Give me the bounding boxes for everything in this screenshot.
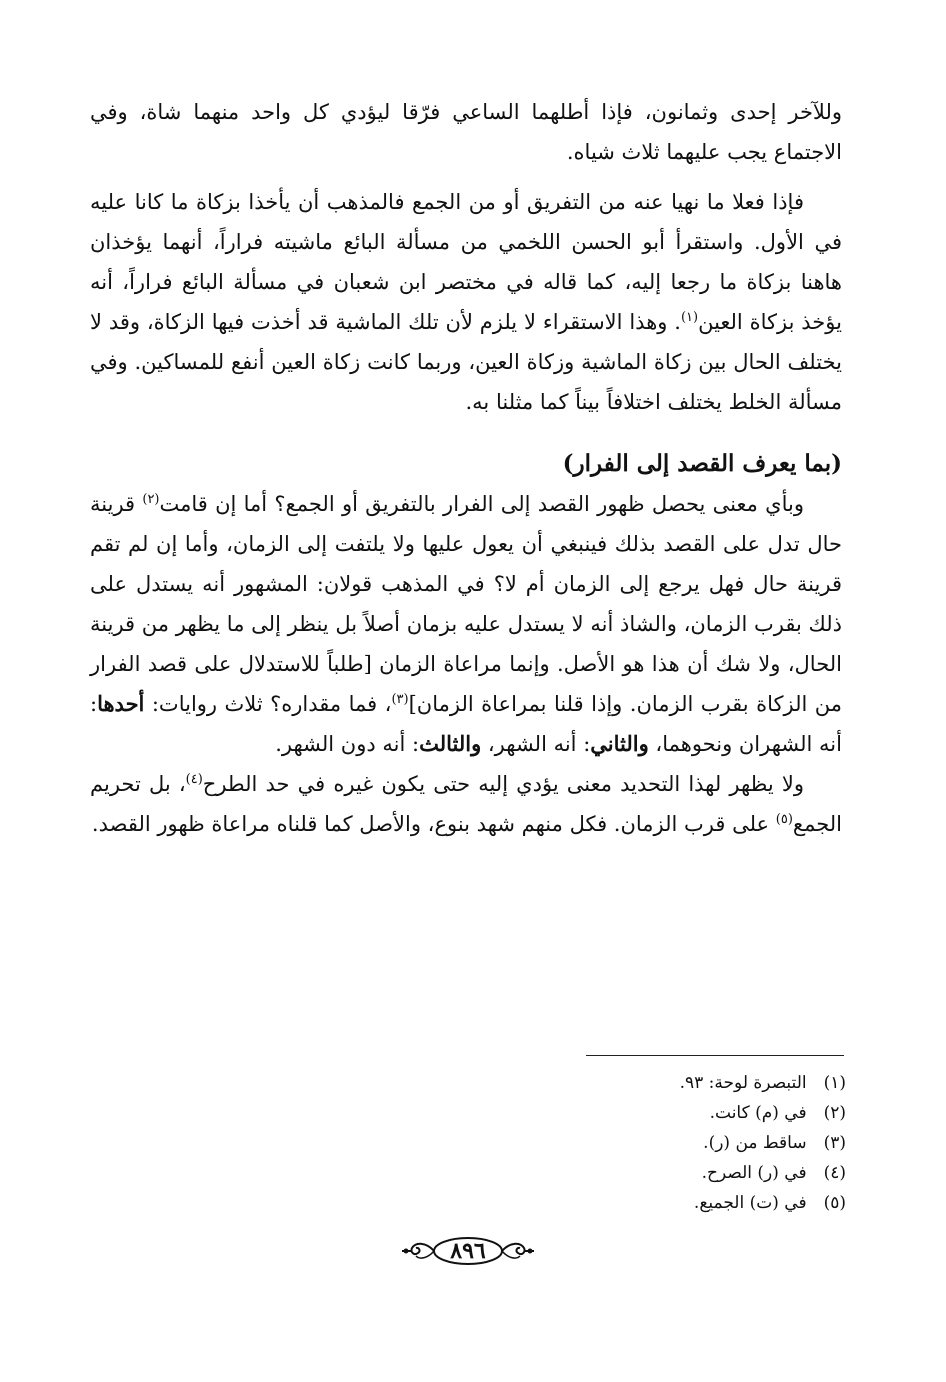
paragraph-2 <box>90 182 842 422</box>
paragraph-1-text: وللآخر إحدى وثمانون، فإذا أطلهما الساعي فرّقا ليؤدي كل واحد منهما شاة، وفي الاجتماع يجب عليهما ثلاث شياه. <box>90 100 842 164</box>
paragraph-4-text-b: ، بل تحريم الجمع <box>90 772 842 836</box>
paragraph-3-text-c: ، فما مقداره؟ ثلاث روايات: <box>144 692 392 716</box>
paragraph-3-bold-first: أحدها <box>97 691 145 716</box>
footnote-text: التبصرة لوحة: ٩٣. <box>679 1073 807 1093</box>
paragraph-3-bold-third: والثالث <box>419 731 482 756</box>
footnote-ref-2: (٢) <box>142 492 160 507</box>
footnote-text: ساقط من (ر). <box>703 1133 807 1153</box>
footnote-ref-4: (٤) <box>185 772 203 787</box>
paragraph-3-bold-second: والثاني <box>590 731 649 756</box>
footnote-text: في (ت) الجميع. <box>693 1193 807 1213</box>
footnote-ref-3: (٣) <box>391 692 409 707</box>
paragraph-3-text-a: وبأي معنى يحصل ظهور القصد إلى الفرار بالتفريق أو الجمع؟ أما إن قامت <box>159 492 804 516</box>
footnote-text: في (م) كانت. <box>709 1103 807 1123</box>
footnote-item <box>426 1068 846 1098</box>
footnote-divider <box>586 1055 844 1056</box>
footnote-number: (١) <box>823 1073 846 1093</box>
paragraph-3 <box>90 484 842 764</box>
page-number-ornament <box>398 1234 538 1268</box>
footnote-text: في (ر) الصرح. <box>701 1163 807 1183</box>
paragraph-3-text-b: قرينة حال تدل على القصد بذلك فينبغي أن يعول عليها ولا يلتفت إلى الزمان، وأما إن لم تقم قرينة حال فهل يرجع إلى الزمان أم لا؟ في المذهب قولان: المشهور أنه يستدل على ذلك بقرب الزمان، والشاذ أنه لا يستدل عليه بزمان أصلاً بل ينظر إلى ما يظهر من قرينة الحال، ولا شك أن هذا هو الأصل. وإنما مراعاة الزمان [طلباً للاستدلال على قصد الفرار من الزكاة بقرب الزمان. وإذا قلنا بمراعاة الزمان] <box>90 492 843 716</box>
footnote-item <box>426 1188 846 1218</box>
paragraph-2-text-a: فإذا فعلا ما نهيا عنه من التفريق أو من الجمع فالمذهب أن يأخذا بزكاة ما كانا عليه في الأول. واستقرأ أبو الحسن اللخمي من مسألة البائع ماشيته فراراً، أنهما يؤخذان هاهنا بزكاة ما رجعا إليه، كما قاله في مختصر ابن شعبان في مسألة البائع فراراً، أنه يؤخذ بزكاة العين <box>90 190 842 334</box>
paragraph-3-text-d: : أنه الشهران ونحوهما، <box>90 692 842 756</box>
paragraph-3-text-f: : أنه دون الشهر. <box>275 732 420 756</box>
section-heading: (بما يعرف القصد إلى الفرار) <box>562 450 842 477</box>
paragraph-4-text-c: على قرب الزمان. فكل منهم شهد بنوع، والأصل كما قلناه مراعاة ظهور القصد. <box>91 812 776 836</box>
footnotes-list <box>426 1068 846 1218</box>
page-number: ٨٩٦ <box>450 1238 486 1264</box>
footnote-ref-1: (١) <box>680 310 699 325</box>
paragraph-3-text-e: : أنه الشهر، <box>481 732 591 756</box>
footnote-ref-5: (٥) <box>775 812 793 827</box>
footnote-number: (٥) <box>823 1193 846 1213</box>
footnote-item <box>426 1098 846 1128</box>
page-body <box>90 92 842 844</box>
paragraph-4 <box>90 764 842 844</box>
footnote-number: (٣) <box>823 1133 846 1153</box>
footnote-item <box>426 1128 846 1158</box>
paragraph-2-text-b: . وهذا الاستقراء لا يلزم لأن تلك الماشية قد أخذت فيها الزكاة، وقد لا يختلف الحال بين زكاة الماشية وزكاة العين، وربما كانت زكاة العين أنفع للمساكين. وفي مسألة الخلط يختلف اختلافاً بيناً كما مثلنا به. <box>90 310 842 414</box>
footnote-item <box>426 1158 846 1188</box>
footnote-number: (٢) <box>823 1103 846 1123</box>
footnote-number: (٤) <box>823 1163 846 1183</box>
paragraph-1 <box>90 92 842 172</box>
paragraph-4-text-a: ولا يظهر لهذا التحديد معنى يؤدي إليه حتى يكون غيره في حد الطرح <box>202 772 804 796</box>
